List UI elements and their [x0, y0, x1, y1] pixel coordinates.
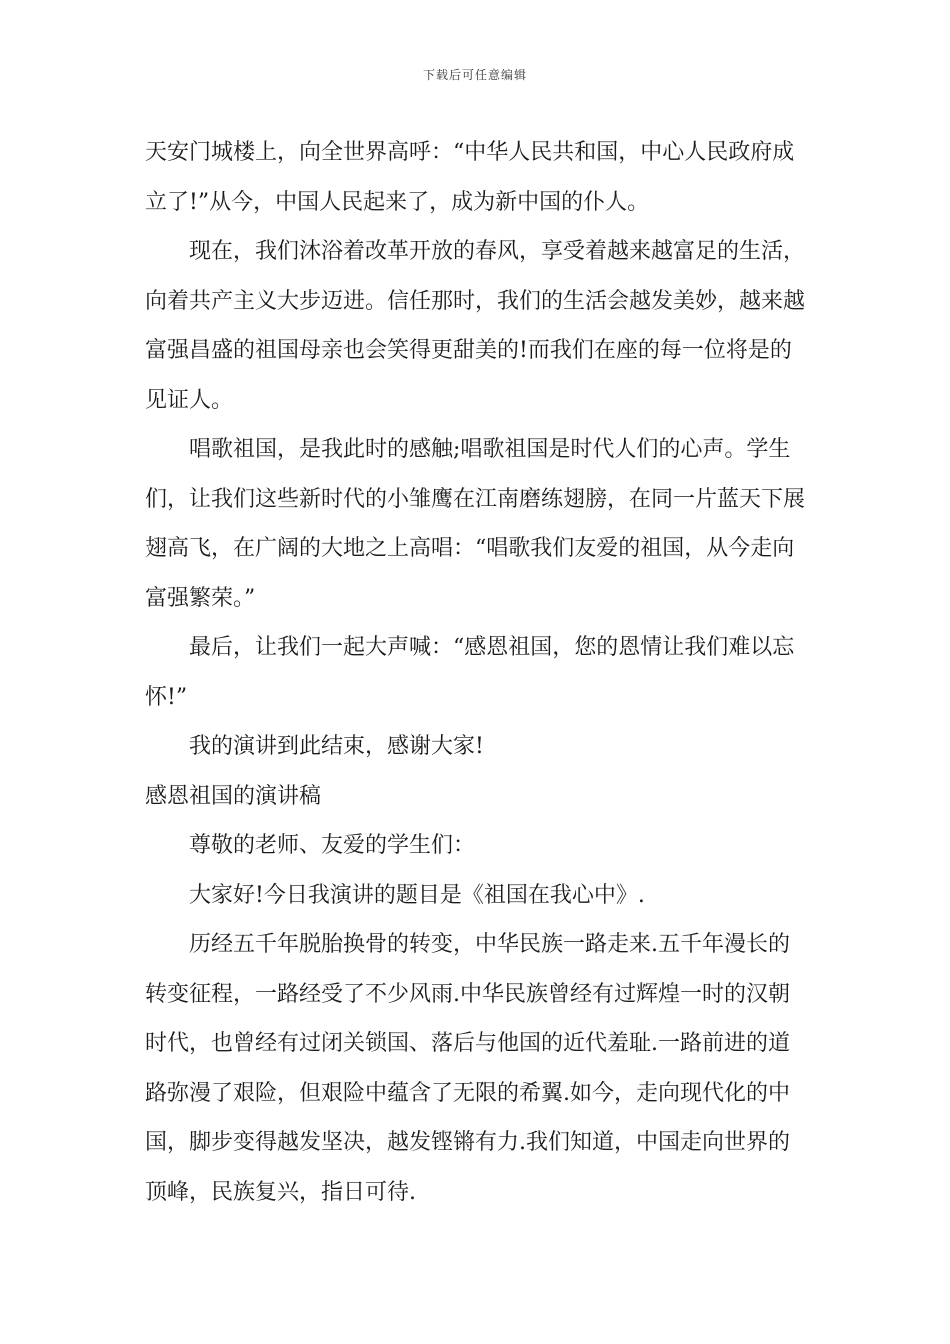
paragraph-closing: 我的演讲到此结束，感谢大家!: [189, 734, 484, 759]
page-header: 下载后可任意编辑: [422, 68, 527, 82]
paragraph-reform: 现在，我们沐浴着改革开放的春风，享受着越来越富足的生活，向着共产主义大步迈进。信任那时，我们的生活会越发美妙，越来越富强昌盛的祖国母亲也会笑得更甜美的!而我们在座的每一位将是的见证人。: [145, 239, 806, 413]
document-body: [145, 128, 807, 1217]
paragraph-history: 历经五千年脱胎换骨的转变，中华民族一路走来.五千年漫长的转变征程，一路经受了不少风雨.中华民族曾经有过辉煌一时的汉朝时代，也曾经有过闭关锁国、落后与他国的近代羞耻.一路前进的道路弥漫了艰险，但艰险中蕴含了无限的希翼.如今，走向现代化的中国，脚步变得越发坚决，越发铿锵有力.我们知道，中国走向世界的顶峰，民族复兴，指日可待.: [145, 932, 790, 1205]
paragraph-salutation: 尊敬的老师、友爱的学生们：: [189, 833, 476, 858]
speech-title: 感恩祖国的演讲稿: [145, 783, 322, 809]
paragraph-continuation: 天安门城楼上，向全世界高呼：“中华人民共和国，中心人民政府成立了!”从今，中国人民起来了，成为新中国的仆人。: [145, 140, 795, 215]
paragraph-singing: 唱歌祖国，是我此时的感触;唱歌祖国是时代人们的心声。学生们，让我们这些新时代的小雏鹰在江南磨练翅膀，在同一片蓝天下展翅高飞，在广阔的大地之上高唱：“唱歌我们友爱的祖国，从今走向富强繁荣。”: [145, 437, 806, 611]
paragraph-greeting: 大家好!今日我演讲的题目是《祖国在我心中》.: [189, 882, 645, 908]
paragraph-finally: 最后，让我们一起大声喊：“感恩祖国，您的恩情让我们难以忘怀!”: [145, 635, 795, 710]
